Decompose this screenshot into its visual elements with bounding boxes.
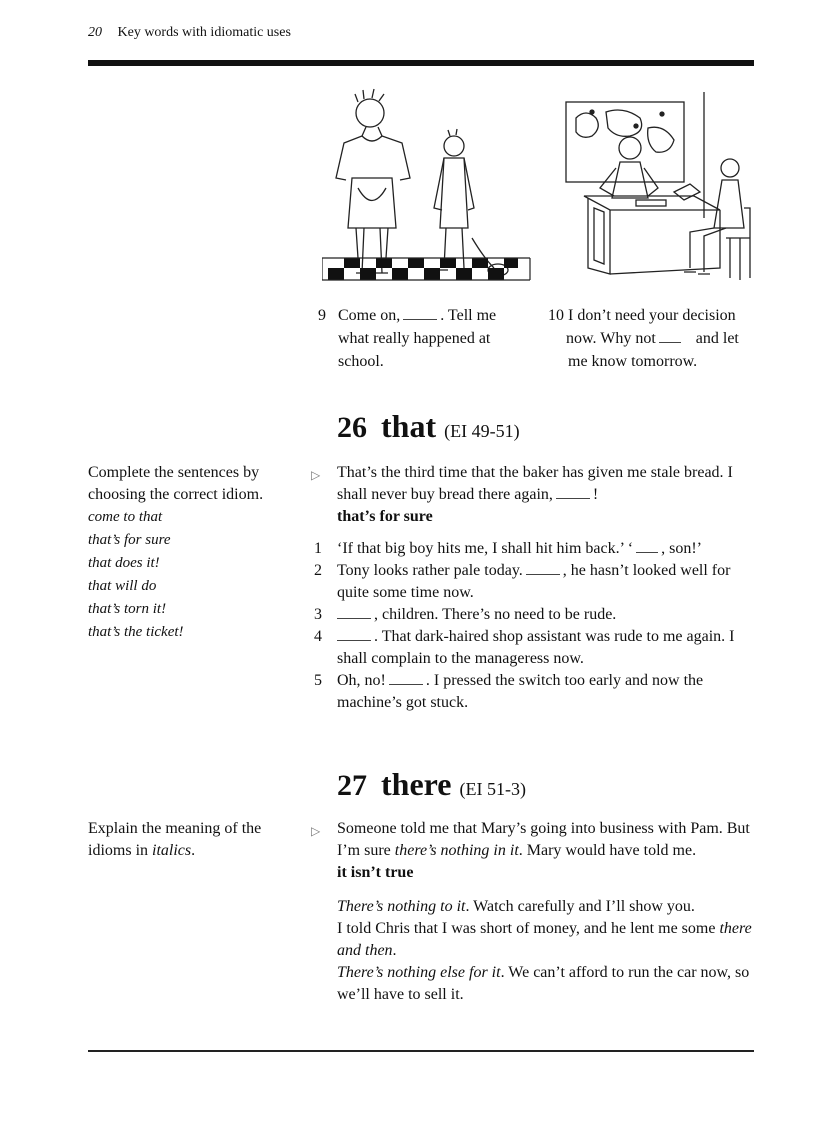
- idiom-option: that’s torn it!: [88, 601, 167, 617]
- idiom-option: come to that: [88, 509, 163, 525]
- section-26-instruction-1: Complete the sentences by: [88, 464, 260, 481]
- page-number: 20: [88, 25, 102, 40]
- example-arrow-icon: ▷: [311, 468, 321, 482]
- exercise-number: 3: [314, 606, 322, 623]
- caption-10-blank: [659, 330, 681, 343]
- exercise-text-before: Oh, no!: [337, 672, 386, 689]
- idiom-option: that will do: [88, 578, 157, 594]
- section-27-instruction-1: Explain the meaning of the: [88, 820, 262, 837]
- footer-rule: [88, 1050, 754, 1052]
- section-27-number: 27: [337, 769, 367, 802]
- exercise-blank: [526, 562, 560, 575]
- example-blank: [556, 486, 590, 499]
- exercise-blank: [337, 628, 371, 641]
- exercise-number: 2: [314, 562, 322, 579]
- header-rule: [88, 60, 754, 66]
- section-27-instruction-2: [88, 840, 288, 862]
- question-1: [337, 896, 757, 918]
- section-26-exercise-list: [314, 538, 757, 714]
- section-27-example-text-2: I’m sure: [337, 842, 391, 859]
- exercise-number: 1: [314, 540, 322, 557]
- section-27-example: [311, 818, 757, 884]
- exercise-item: [314, 604, 757, 626]
- exercise-text-after: , he hasn’t looked well for quite some time now.: [337, 562, 731, 601]
- idiom-option: that does it!: [88, 555, 160, 571]
- section-26-sidebar: [88, 462, 288, 644]
- section-27-ref: (EI 51-3): [459, 779, 526, 799]
- exercise-text-after: . I pressed the switch too early and now the machine’s got stuck.: [337, 672, 704, 711]
- idiom-option: that’s for sure: [88, 532, 171, 548]
- caption-9-number: 9: [318, 307, 326, 324]
- section-27-example-italic: there’s nothing in it: [394, 842, 519, 859]
- caption-10-line-2a: now. Why not: [566, 330, 656, 347]
- question-2: [337, 918, 757, 962]
- caption-9-line-1b: . Tell me: [440, 307, 497, 324]
- section-26-example-answer: that’s for sure: [337, 508, 433, 525]
- caption-9: [318, 304, 538, 373]
- exercise-text-before: ‘If that big boy hits me, I shall hit him back.’ ‘: [337, 540, 634, 557]
- section-27-instruction-2a: idioms in: [88, 842, 149, 859]
- section-27-example-answer: it isn’t true: [337, 864, 414, 881]
- exercise-item: [314, 538, 757, 560]
- section-27-example-text-1: Someone told me that Mary’s going into business with Pam. But: [337, 820, 750, 837]
- question-1-text: . Watch carefully and I’ll show you.: [465, 898, 695, 915]
- question-3: [337, 962, 757, 1006]
- exercise-blank: [389, 672, 423, 685]
- question-3-italic: There’s nothing else for it: [337, 964, 501, 981]
- section-27-word: there: [381, 766, 452, 802]
- exercise-number: 4: [314, 628, 322, 645]
- chapter-title: Key words with idiomatic uses: [117, 25, 291, 40]
- section-27-heading: [337, 766, 526, 803]
- section-26-example-text-2: shall never buy bread there again,: [337, 486, 553, 503]
- section-26-body: [311, 462, 757, 714]
- illustration-office-interview: [544, 88, 760, 288]
- section-27-questions: [337, 896, 757, 1006]
- section-26-example-text-3: !: [592, 486, 599, 503]
- section-27-sidebar: [88, 818, 288, 862]
- exercise-text-after: , son!’: [661, 540, 702, 557]
- question-1-italic: There’s nothing to it: [337, 898, 466, 915]
- section-27-instruction-end: .: [191, 842, 196, 859]
- section-27-body: [311, 818, 757, 1006]
- section-26-ref: (EI 49-51): [444, 421, 520, 441]
- question-3-text: . We can’t afford to run the car now, so we’ll have to sell it.: [337, 964, 750, 1003]
- caption-9-line-2: what really happened at: [338, 330, 491, 347]
- exercise-item: [314, 626, 757, 670]
- caption-9-line-1a: Come on,: [338, 307, 401, 324]
- caption-9-line-3: school.: [338, 353, 384, 370]
- caption-10-number: 10: [548, 307, 564, 324]
- running-header: [88, 25, 291, 41]
- caption-10-line-2b: and let: [695, 330, 739, 347]
- section-26-word: that: [381, 408, 437, 444]
- question-2-text: I told Chris that I was short of money, and he lent me some: [337, 920, 716, 937]
- exercise-item: [314, 670, 757, 714]
- exercise-number: 5: [314, 672, 322, 689]
- exercise-text-after: . That dark-haired shop assistant was rude to me again. I shall complain to the manageress now.: [337, 628, 735, 667]
- exercise-text-after: , children. There’s no need to be rude.: [374, 606, 617, 623]
- section-27-instruction-italic: italics: [152, 842, 192, 859]
- section-26-heading: [337, 408, 520, 445]
- idiom-option: that’s the ticket!: [88, 624, 184, 640]
- question-2-italic-b: and then: [337, 942, 393, 959]
- section-26-example: [311, 462, 757, 528]
- exercise-blank: [636, 540, 658, 553]
- section-26-number: 26: [337, 411, 367, 444]
- question-2-end: .: [392, 942, 397, 959]
- section-26-instruction-2: choosing the correct idiom.: [88, 486, 264, 503]
- exercise-item: [314, 560, 757, 604]
- caption-9-blank: [403, 307, 437, 320]
- illustration-mother-and-boy: [322, 88, 532, 288]
- caption-10: [548, 304, 768, 373]
- example-arrow-icon: ▷: [311, 824, 321, 838]
- caption-10-line-3: me know tomorrow.: [568, 353, 698, 370]
- exercise-text-before: Tony looks rather pale today.: [337, 562, 523, 579]
- exercise-blank: [337, 606, 371, 619]
- caption-10-line-1: I don’t need your decision: [568, 307, 736, 324]
- section-27-example-text-3: . Mary would have told me.: [518, 842, 697, 859]
- question-2-italic-a: there: [719, 920, 752, 937]
- section-26-example-text-1: That’s the third time that the baker has given me stale bread. I: [337, 464, 733, 481]
